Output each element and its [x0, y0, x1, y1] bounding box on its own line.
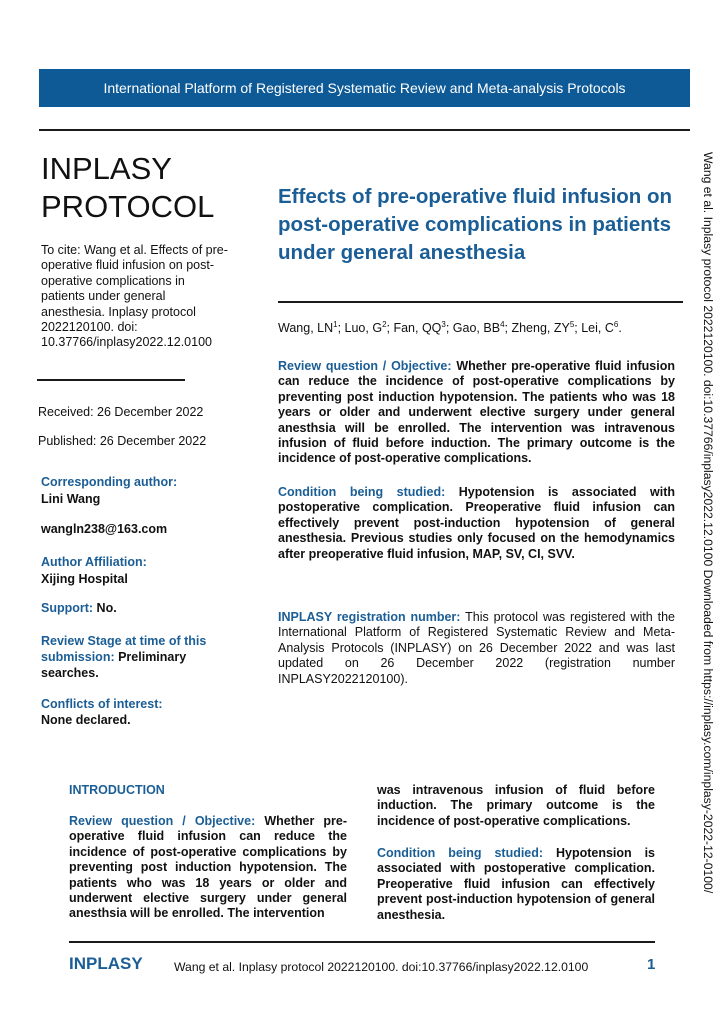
registration-text: This protocol was registered with the International Platform of Registered Systematic Review and Meta-Analysis Protocols (INPLASY) on 26 December 2022 and was last updated on 26 December 2022 (registration number INPLASY2022120100).: [278, 610, 675, 686]
intro-condition: [377, 846, 655, 923]
affiliation-label: Author Affiliation:: [41, 555, 147, 569]
author-name: ; Gao, BB: [445, 321, 501, 336]
review-question-label: Review question / Objective:: [278, 359, 452, 373]
brand-line-1: INPLASY: [41, 151, 172, 186]
header-banner: [39, 69, 690, 107]
review-stage-label: Review Stage at time of this submission:: [41, 634, 207, 664]
intro-condition-text: Hypotension is associated with postoperative complication. Preoperative fluid infusion can effectively prevent post-induction hypotension of general anesthesia.: [377, 846, 655, 922]
condition-text: Hypotension is associated with postoperative complication. Preoperative fluid infusion can effectively prevent post-induction hypotension of general anesthesia. Previous studies only focused on the hemodynamics after preoperative fluid infusion, MAP, SV, CI, SVV.: [278, 485, 676, 561]
condition-block: [278, 485, 675, 562]
author-affiliation: [41, 554, 241, 588]
author-affiliation-number: 4: [500, 320, 505, 329]
author-affiliation-number: 3: [441, 320, 446, 329]
author-affiliation-number: 6: [613, 320, 619, 329]
author-affiliation-number: 2: [382, 320, 387, 329]
registration-label: INPLASY registration number:: [278, 610, 461, 624]
support-info: [41, 601, 117, 615]
article-title: Effects of pre-operative fluid infusion on post-operative complications in patients under general anesthesia: [278, 185, 673, 264]
corresponding-author: [41, 474, 241, 508]
support-label: Support:: [41, 601, 94, 615]
support-value: No.: [93, 601, 117, 615]
conflicts-label: Conflicts of interest:: [41, 697, 163, 711]
author-list: [278, 320, 688, 335]
intro-review-question-text: Whether pre-operative fluid infusion can reduce the incidence of post-operative complications by preventing post induction hypotension. The patients who was 18 years or older and underwent elective surgery under general anesthsia will be enrolled. The intervention: [69, 814, 348, 921]
received-date: Received: 26 December 2022: [38, 405, 204, 419]
banner-text: International Platform of Registered Systematic Review and Meta-analysis Protocols: [103, 80, 626, 96]
author-list-end: .: [618, 321, 622, 336]
footer-citation: Wang et al. Inplasy protocol 2022120100. doi:10.37766/inplasy2022.12.0100: [174, 960, 589, 974]
author-email[interactable]: wangln238@163.com: [41, 522, 168, 536]
author-affiliation-number: 5: [569, 320, 575, 329]
affiliation-value: Xijing Hospital: [41, 572, 128, 586]
intro-review-question-left: [69, 814, 347, 922]
author-name: ; Lei, C: [574, 321, 614, 336]
review-question-text: Whether pre-operative fluid infusion can reduce the incidence of post-operative complications by preventing post induction hypotension. The patients who was 18 years or older and underwent elective surgery under general anesthsia will be enrolled. The intervention was intravenous infusion of fluid before induction. The primary outcome is the incidence of post-operative complications.: [278, 359, 675, 466]
author-name: ; Zheng, ZY: [504, 321, 570, 336]
intro-heading: INTRODUCTION: [69, 783, 165, 797]
brand-title: [41, 150, 241, 226]
header-rule: [39, 129, 690, 131]
corresponding-author-label: Corresponding author:: [41, 475, 178, 489]
registration-block: [278, 610, 675, 687]
intro-review-question-label: Review question / Objective:: [69, 814, 256, 828]
author-name: Wang, LN: [278, 321, 334, 336]
intro-review-question-right: was intravenous infusion of fluid before induction. The primary outcome is the incidence of post-operative complications.: [377, 783, 655, 828]
side-download-note: Wang et al. Inplasy protocol 2022120100. doi:10.37766/inplasy2022.12.0100 Downloaded from https://inplasy.com/inplasy-2022-12-0100/: [701, 152, 715, 894]
conflicts-value: None declared.: [41, 713, 131, 727]
review-stage-value: Preliminary searches.: [41, 650, 187, 680]
sidebar-rule: [37, 379, 185, 381]
page-number: 1: [647, 956, 656, 973]
author-affiliation-number: 1: [333, 320, 338, 329]
review-stage: [41, 633, 231, 681]
published-date: Published: 26 December 2022: [38, 434, 207, 448]
footer-brand: INPLASY: [69, 954, 143, 973]
title-rule: [278, 301, 683, 303]
footer-rule: [69, 941, 655, 943]
author-name: ; Luo, G: [337, 321, 383, 336]
review-question-block: [278, 359, 675, 467]
intro-condition-label: Condition being studied:: [377, 846, 544, 860]
cite-block: To cite: Wang et al. Effects of pre-operative fluid infusion on post-operative complications in patients under general anesthesia. Inplasy protocol 2022120100. doi: 10.37766/inplasy2022.12.0100: [41, 243, 228, 350]
corresponding-author-name: Lini Wang: [41, 492, 101, 506]
brand-line-2: PROTOCOL: [41, 189, 215, 224]
author-name: ; Fan, QQ: [386, 321, 442, 336]
conflicts-of-interest: [41, 696, 241, 728]
condition-label: Condition being studied:: [278, 485, 446, 499]
